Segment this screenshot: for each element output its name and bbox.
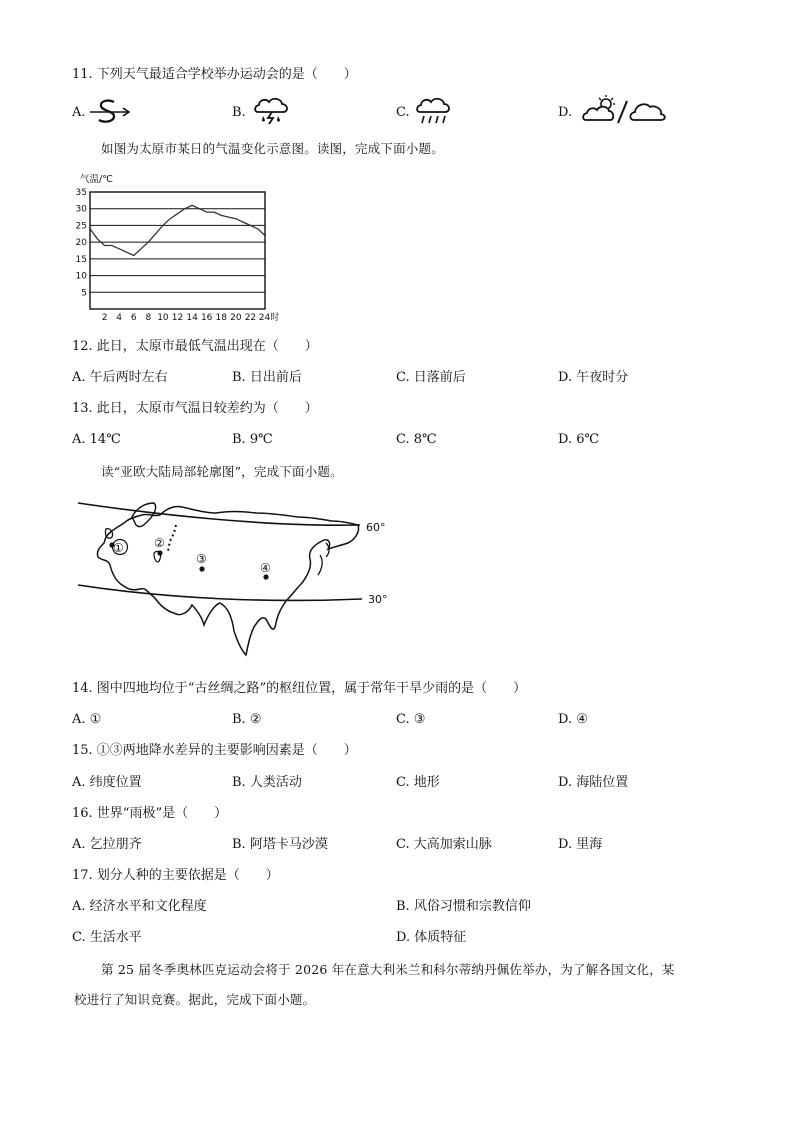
map-label-3: ③	[196, 552, 207, 566]
olympics-intro-line-1: 第 25 届冬季奥林匹克运动会将于 2026 年在意大利米兰和科尔蒂纳丹佩佐举办，为了解各国文化，某	[101, 962, 675, 977]
chart-y-tick-label: 35	[75, 188, 87, 198]
chart-x-tick-label: 4	[116, 313, 123, 323]
q13-option-c: C. 8℃	[396, 432, 437, 447]
q12-stem: 12. 此日，太原市最低气温出现在（ ）	[72, 339, 318, 354]
chart-y-tick-label: 15	[75, 254, 87, 265]
chart-y-tick-label: 20	[75, 238, 87, 249]
q11-stem: 11. 下列天气最适合学校举办运动会的是（ ）	[72, 67, 357, 82]
q15-option-a: A. 纬度位置	[72, 775, 142, 790]
q14-stem: 14. 图中四地均位于“古丝绸之路”的枢纽位置，属于常年干旱少雨的是（ ）	[72, 681, 527, 696]
chart-x-tick-label: 16	[200, 313, 213, 323]
chart-x-tick-label: 24时	[258, 313, 280, 323]
q14-option-c: C. ③	[396, 712, 426, 727]
chart-plot-frame	[90, 192, 265, 309]
thunderstorm-icon	[252, 95, 292, 129]
chart-x-tick-label: 6	[130, 313, 137, 323]
q12-option-c: C. 日落前后	[396, 370, 466, 385]
map-point-2	[157, 550, 162, 555]
rain-icon	[414, 95, 454, 129]
chart-x-tick-label: 22	[244, 313, 257, 323]
q11-option-c-letter: C.	[396, 105, 410, 120]
latitude-30-label: 30°	[368, 593, 388, 606]
chart-y-tick-label: 5	[81, 288, 87, 299]
q16-option-d: D. 里海	[558, 837, 603, 852]
chart-x-tick-label: 20	[230, 313, 242, 323]
q15-option-d: D. 海陆位置	[558, 775, 629, 790]
q14-option-a: A. ①	[72, 712, 102, 727]
chart-x-tick-label: 12	[171, 313, 184, 323]
q15-stem: 15. ①③两地降水差异的主要影响因素是（ ）	[72, 743, 357, 758]
q17-option-b: B. 风俗习惯和宗教信仰	[396, 899, 531, 914]
q16-option-a: A. 乞拉朋齐	[72, 837, 142, 852]
eurasia-outline-map	[70, 495, 410, 663]
latitude-60-line	[78, 503, 360, 525]
q12-option-a: A. 午后两时左右	[72, 370, 168, 385]
map-point-3	[199, 566, 204, 571]
olympics-intro-line-2: 校进行了知识竞赛。据此，完成下面小题。	[74, 992, 316, 1007]
latitude-30-line	[78, 585, 362, 600]
q11-option-b-letter: B.	[232, 105, 246, 120]
q17-stem: 17. 划分人种的主要依据是（ ）	[72, 868, 279, 883]
chart-y-tick-label: 30	[75, 204, 87, 215]
chart-x-tick-label: 18	[215, 313, 227, 323]
temperature-intro: 如图为太原市某日的气温变化示意图。读图，完成下面小题。	[101, 141, 444, 156]
temperature-chart	[74, 170, 294, 328]
chart-x-tick-label: 8	[145, 313, 152, 323]
q16-option-c: C. 大高加索山脉	[396, 837, 492, 852]
q17-option-a: A. 经济水平和文化程度	[72, 899, 207, 914]
sunny-to-cloudy-icon	[580, 94, 672, 128]
map-label-4: ④	[260, 561, 271, 575]
q17-option-c: C. 生活水平	[72, 930, 142, 945]
q12-option-b: B. 日出前后	[232, 370, 302, 385]
q12-option-d: D. 午夜时分	[558, 370, 629, 385]
map-label-2: ②	[154, 536, 165, 550]
q17-option-d: D. 体质特征	[396, 930, 467, 945]
map-intro: 读“亚欧大陆局部轮廓图”，完成下面小题。	[101, 464, 343, 479]
q15-option-b: B. 人类活动	[232, 775, 302, 790]
chart-x-tick-label: 14	[186, 313, 198, 323]
q11-option-a-letter: A.	[72, 105, 86, 120]
q15-option-c: C. 地形	[396, 775, 440, 790]
q14-option-b: B. ②	[232, 712, 262, 727]
q13-option-b: B. 9℃	[232, 432, 273, 447]
chart-y-tick-label: 25	[75, 221, 87, 232]
latitude-60-label: 60°	[366, 521, 386, 534]
q14-option-d: D. ④	[558, 712, 588, 727]
q11-option-d-letter: D.	[558, 105, 573, 120]
q13-stem: 13. 此日，太原市气温日较差约为（ ）	[72, 401, 318, 416]
map-point-4	[263, 574, 268, 579]
map-label-1: ①	[113, 541, 124, 555]
temperature-series-line	[90, 205, 265, 255]
chart-y-tick-label: 10	[75, 271, 87, 282]
q16-stem: 16. 世界“雨极”是（ ）	[72, 806, 228, 821]
q16-option-b: B. 阿塔卡马沙漠	[232, 837, 328, 852]
q13-option-d: D. 6℃	[558, 432, 600, 447]
chart-y-axis-label: 气温/℃	[80, 174, 113, 185]
sandstorm-icon	[88, 96, 134, 128]
chart-x-tick-label: 10	[157, 313, 169, 323]
chart-x-tick-label: 2	[101, 313, 108, 323]
eurasia-coastline	[97, 506, 358, 655]
q13-option-a: A. 14℃	[72, 432, 121, 447]
